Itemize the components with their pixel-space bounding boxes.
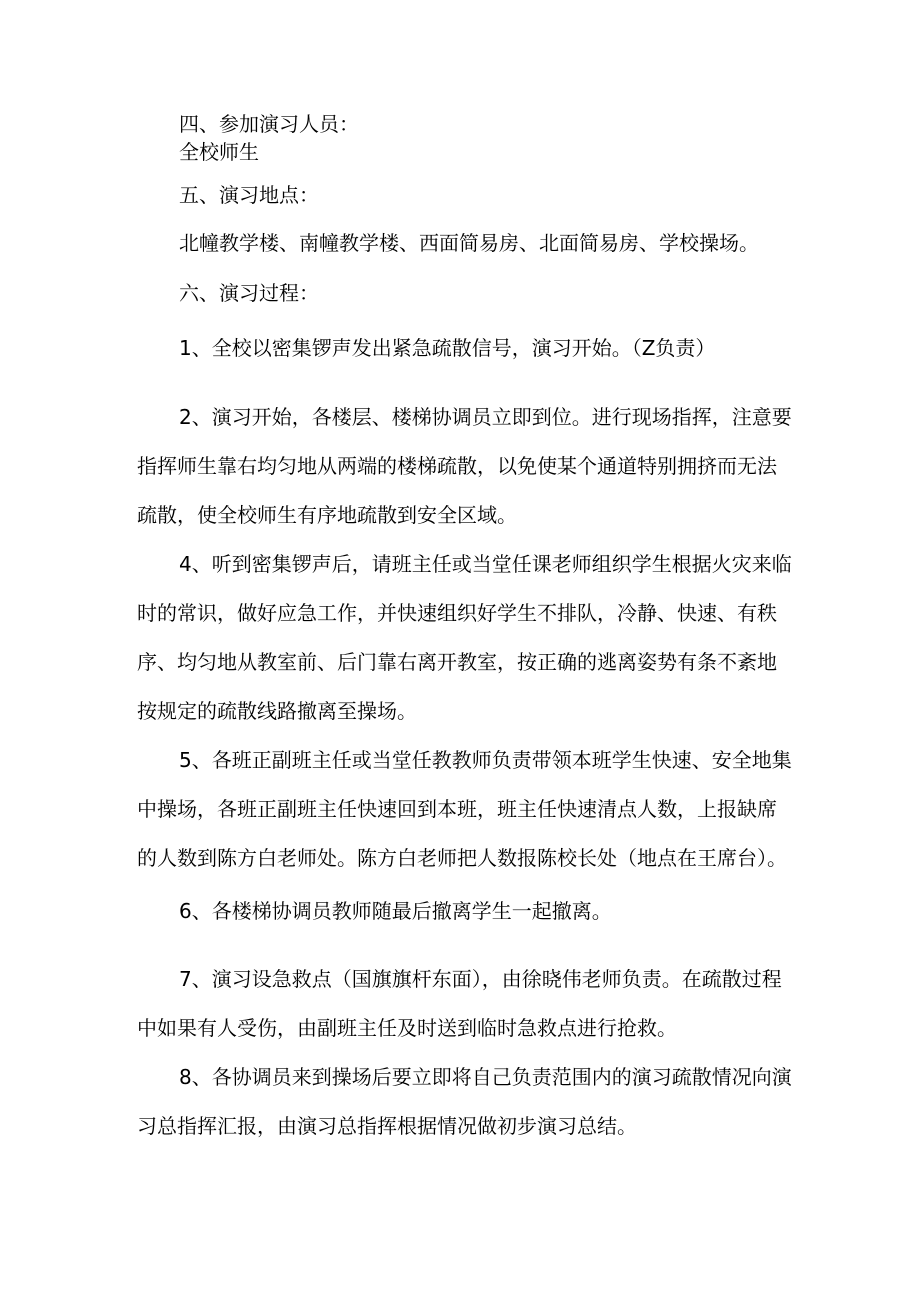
paragraph-line: 中如果有人受伤，由副班主任及时送到临时急救点进行抢救。: [137, 1016, 677, 1040]
paragraph-line: 中操场，各班正副班主任快速回到本班，班主任快速清点人数，上报缺席: [137, 797, 777, 821]
paragraph-line: 按规定的疏散线路撤离至操场。: [137, 699, 417, 723]
paragraph-line: 时的常识，做好应急工作，并快速组织好学生不排队，冷静、快速、有秩: [137, 601, 777, 625]
section-6-heading: 六、演习过程：: [179, 281, 319, 305]
section-5-body: 北幢教学楼、南幢教学楼、西面简易房、北面简易房、学校操场。: [179, 231, 759, 255]
section-4-body: 全校师生: [179, 140, 259, 164]
section-5-heading: 五、演习地点：: [179, 183, 319, 207]
paragraph-line: 4、听到密集锣声后，请班主任或当堂任课老师组织学生根据火灾来临: [179, 552, 792, 576]
paragraph-line: 7、演习设急救点（国旗旗杆东面），由徐晓伟老师负责。在疏散过程: [179, 967, 782, 991]
paragraph-line: 指挥师生靠右均匀地从两端的楼梯疏散，以免使某个通道特别拥挤而无法: [137, 454, 777, 478]
paragraph-line: 习总指挥汇报，由演习总指挥根据情况做初步演习总结。: [137, 1114, 637, 1138]
paragraph-line: 2、演习开始，各楼层、楼梯协调员立即到位。进行现场指挥，注意要: [179, 405, 792, 429]
paragraph-line: 8、各协调员来到操场后要立即将自己负责范围内的演习疏散情况向演: [179, 1065, 792, 1089]
paragraph-line: 序、均匀地从教室前、后门靠右离开教室，按正确的逃离姿势有条不紊地: [137, 650, 777, 674]
paragraph-line: 6、各楼梯协调员教师随最后撤离学生一起撤离。: [179, 899, 612, 923]
paragraph-line: 的人数到陈方白老师处。陈方白老师把人数报陈校长处（地点在王席台）。: [137, 846, 787, 870]
paragraph-line: 5、各班正副班主任或当堂任教教师负责带领本班学生快速、安全地集: [179, 748, 792, 772]
section-4-heading: 四、参加演习人员：: [179, 112, 359, 136]
paragraph-line: 疏散，使全校师生有序地疏散到安全区域。: [137, 503, 517, 527]
paragraph-line: 1、全校以密集锣声发出紧急疏散信号，演习开始。（Z负责）: [179, 336, 716, 360]
